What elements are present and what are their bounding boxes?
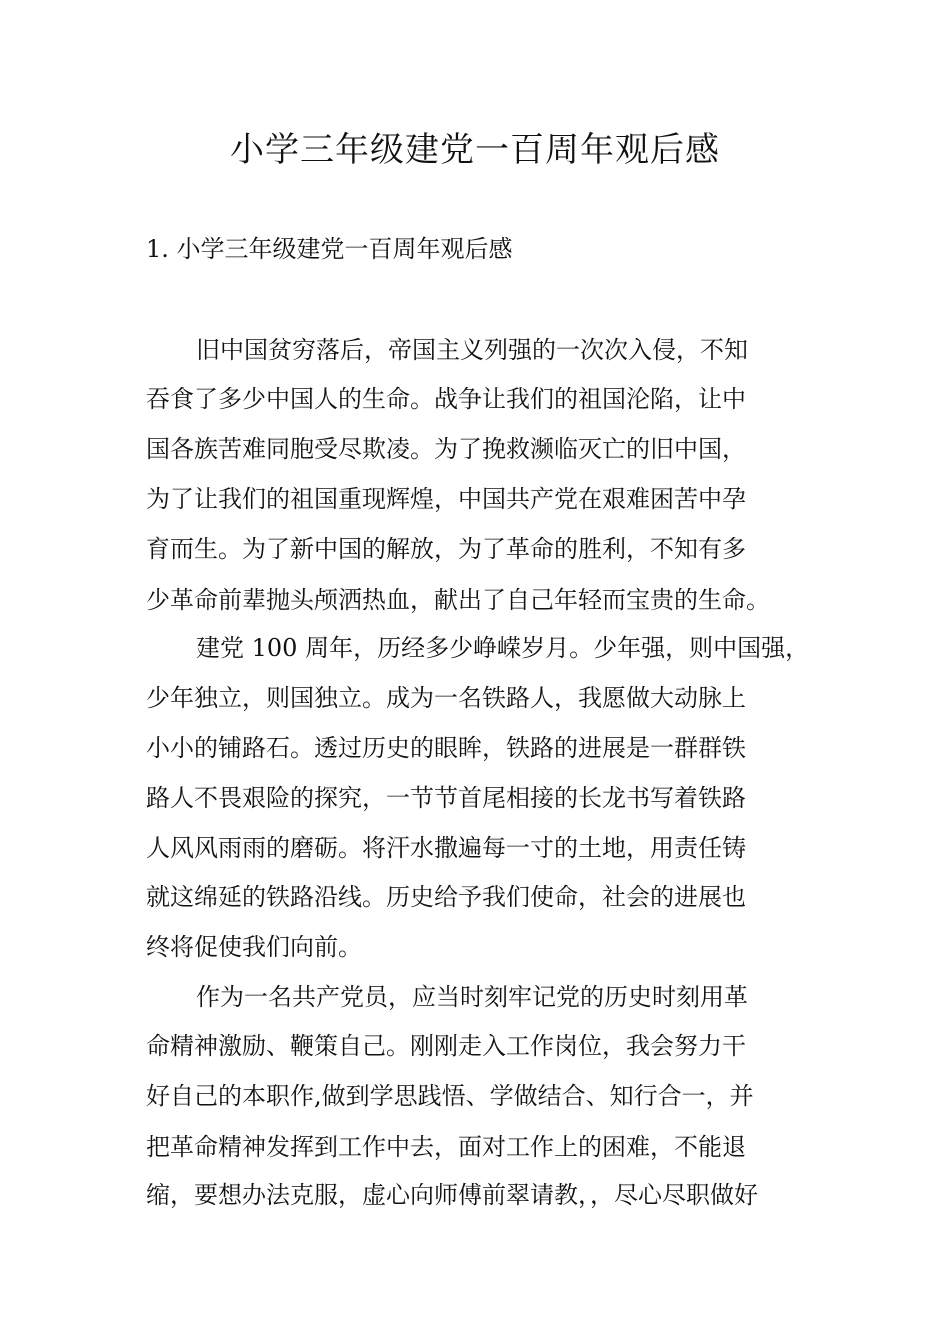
paragraph-line: 就这绵延的铁路沿线。历史给予我们使命，社会的进展也 <box>146 883 746 911</box>
paragraph-line: 缩，要想办法克服，虚心向师傅前翠请教，，尽心尽职做好 <box>146 1181 758 1209</box>
section-heading: 1. 小学三年级建党一百周年观后感 <box>146 235 513 263</box>
paragraph-line: 育而生。为了新中国的解放，为了革命的胜利，不知有多 <box>146 535 746 563</box>
paragraph-line: 命精神激励、鞭策自己。刚刚走入工作岗位，我会努力干 <box>146 1032 746 1060</box>
paragraph-line: 终将促使我们向前。 <box>146 933 362 961</box>
paragraph-line: 吞食了多少中国人的生命。战争让我们的祖国沦陷，让中 <box>146 385 746 413</box>
paragraph-line: 少年独立，则国独立。成为一名铁路人，我愿做大动脉上 <box>146 684 746 712</box>
paragraph-line: 建党 100 周年，历经多少峥嵘岁月。少年强，则中国强， <box>196 634 810 662</box>
paragraph-line: 为了让我们的祖国重现辉煌，中国共产党在艰难困苦中孕 <box>146 485 746 513</box>
paragraph-line: 作为一名共产党员，应当时刻牢记党的历史时刻用革 <box>196 983 748 1011</box>
paragraph-line: 少革命前辈抛头颅洒热血，献出了自己年轻而宝贵的生命。 <box>146 586 770 614</box>
document-title: 小学三年级建党一百周年观后感 <box>230 130 720 170</box>
paragraph-line: 人风风雨雨的磨砺。将汗水撒遍每一寸的土地，用责任铸 <box>146 834 746 862</box>
paragraph-line: 把革命精神发挥到工作中去，面对工作上的困难，不能退 <box>146 1133 746 1161</box>
paragraph-line: 好自己的本职作,做到学思践悟、学做结合、知行合一，并 <box>146 1082 754 1110</box>
paragraph-line: 国各族苦难同胞受尽欺凌。为了挽救濒临灭亡的旧中国， <box>146 435 746 463</box>
paragraph-line: 路人不畏艰险的探究，一节节首尾相接的长龙书写着铁路 <box>146 784 746 812</box>
paragraph-line: 小小的铺路石。透过历史的眼眸，铁路的进展是一群群铁 <box>146 734 746 762</box>
paragraph-line: 旧中国贫穷落后，帝国主义列强的一次次入侵，不知 <box>196 336 748 364</box>
